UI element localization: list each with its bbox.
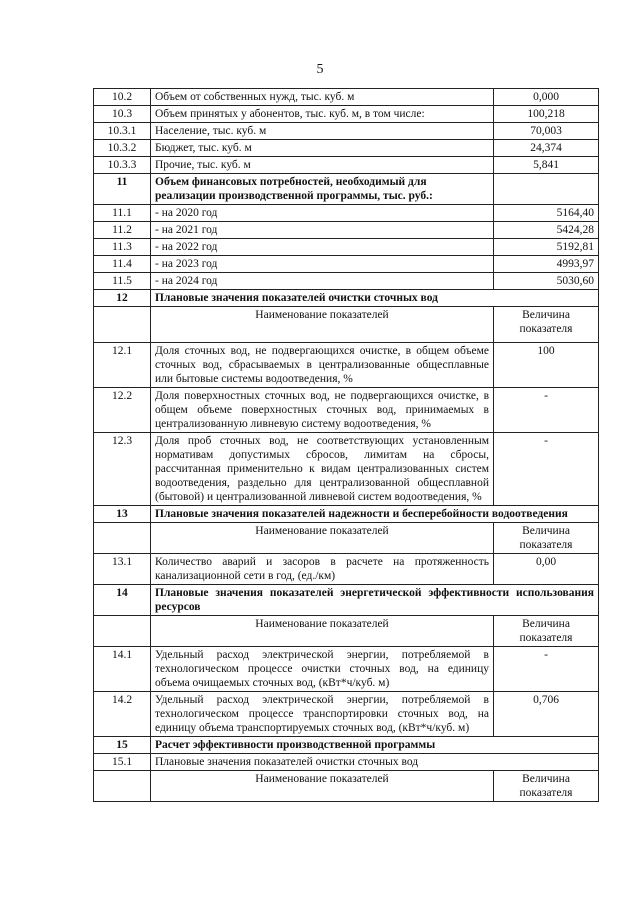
- section-title: Плановые значения показателей очистки сточных вод: [151, 290, 599, 307]
- row-value: 5030,60: [494, 273, 599, 290]
- section-title: Плановые значения показателей надежности и бесперебойности водоотведения: [151, 506, 599, 523]
- row-value: -: [494, 647, 599, 692]
- row-value: 0,000: [494, 89, 599, 106]
- table-row: [94, 692, 599, 737]
- table-row: [94, 89, 599, 106]
- empty-cell: [94, 523, 151, 554]
- row-text: Объем принятых у абонентов, тыс. куб. м, в том числе:: [151, 106, 494, 123]
- table-row: [94, 106, 599, 123]
- empty-cell: [94, 616, 151, 647]
- row-number: 12.3: [94, 433, 151, 506]
- header-row: [94, 307, 599, 343]
- table-row: [94, 157, 599, 174]
- row-text: - на 2023 год: [151, 256, 494, 273]
- row-number: 10.3.1: [94, 123, 151, 140]
- row-number: 11.5: [94, 273, 151, 290]
- row-value: 5,841: [494, 157, 599, 174]
- row-text: Доля сточных вод, не подвергающихся очистке, в общем объеме сточных вод, сбрасываемых в централизованные общесплавные или бытовые системы водоотведения, %: [151, 343, 494, 388]
- row-value: 24,374: [494, 140, 599, 157]
- section-row: [94, 290, 599, 307]
- row-text: - на 2020 год: [151, 205, 494, 222]
- row-value: 0,00: [494, 554, 599, 585]
- section-row: [94, 737, 599, 754]
- section-row: [94, 174, 599, 205]
- table-row: [94, 140, 599, 157]
- row-number: 12.2: [94, 388, 151, 433]
- row-value: 5192,81: [494, 239, 599, 256]
- page-number: 5: [316, 62, 324, 77]
- section-title: Плановые значения показателей энергетической эффективности использования ресурсов: [151, 585, 599, 616]
- row-value: 5424,28: [494, 222, 599, 239]
- table-row: [94, 239, 599, 256]
- empty-cell: [94, 771, 151, 802]
- row-text: Удельный расход электрической энергии, потребляемой в технологическом процессе транспортировки сточных вод, на единицу объема транспортируемых сточных вод, (кВт*ч/куб. м): [151, 692, 494, 737]
- header-row: [94, 771, 599, 802]
- row-number: 14.1: [94, 647, 151, 692]
- row-number: 10.3: [94, 106, 151, 123]
- table-row: [94, 273, 599, 290]
- section-number: 12: [94, 290, 151, 307]
- row-value: 4993,97: [494, 256, 599, 273]
- table-row: [94, 647, 599, 692]
- section-row: [94, 506, 599, 523]
- row-number: 12.1: [94, 343, 151, 388]
- row-value: 100,218: [494, 106, 599, 123]
- row-text: Плановые значения показателей очистки сточных вод: [151, 754, 599, 771]
- row-value: 100: [494, 343, 599, 388]
- empty-cell: [94, 307, 151, 343]
- header-value: Величина показателя: [494, 307, 599, 343]
- row-number: 10.2: [94, 89, 151, 106]
- section-row: [94, 585, 599, 616]
- table-row: [94, 222, 599, 239]
- row-text: Доля поверхностных сточных вод, не подвергающихся очистке, в общем объеме поверхностных сточных вод, принимаемых в централизованную ливневую систему водоотведения, %: [151, 388, 494, 433]
- section-number: 15: [94, 737, 151, 754]
- row-value: -: [494, 388, 599, 433]
- header-value: Величина показателя: [494, 523, 599, 554]
- row-text: Количество аварий и засоров в расчете на протяженность канализационной сети в год, (ед./км): [151, 554, 494, 585]
- row-text: - на 2024 год: [151, 273, 494, 290]
- header-row: [94, 616, 599, 647]
- row-text: Прочие, тыс. куб. м: [151, 157, 494, 174]
- row-text: Бюджет, тыс. куб. м: [151, 140, 494, 157]
- row-number: 10.3.2: [94, 140, 151, 157]
- empty-cell: [494, 174, 599, 205]
- row-number: 11.4: [94, 256, 151, 273]
- row-number: 11.3: [94, 239, 151, 256]
- row-number: 11.2: [94, 222, 151, 239]
- row-text: Объем от собственных нужд, тыс. куб. м: [151, 89, 494, 106]
- section-number: 14: [94, 585, 151, 616]
- row-number: 10.3.3: [94, 157, 151, 174]
- table-row: [94, 343, 599, 388]
- row-text: - на 2022 год: [151, 239, 494, 256]
- table-row: [94, 433, 599, 506]
- row-text: - на 2021 год: [151, 222, 494, 239]
- row-text: Доля проб сточных вод, не соответствующих установленным нормативам допустимых сбросов, лимитам на сбросы, рассчитанная применительно к видам централизованных систем водоотведения, раздельно для централизованной общесплавной (бытовой) и централизованной ливневой систем водоотведения, %: [151, 433, 494, 506]
- header-row: [94, 523, 599, 554]
- header-name: Наименование показателей: [151, 307, 494, 343]
- section-title: Объем финансовых потребностей, необходимый для реализации производственной программы, тыс. руб.:: [151, 174, 494, 205]
- table-row: [94, 388, 599, 433]
- table-row: [94, 554, 599, 585]
- row-number: 15.1: [94, 754, 151, 771]
- indicators-table: [93, 88, 599, 802]
- header-name: Наименование показателей: [151, 771, 494, 802]
- header-value: Величина показателя: [494, 771, 599, 802]
- table-row: [94, 205, 599, 222]
- section-title: Расчет эффективности производственной программы: [151, 737, 599, 754]
- table-row: [94, 123, 599, 140]
- header-name: Наименование показателей: [151, 523, 494, 554]
- row-value: 5164,40: [494, 205, 599, 222]
- row-text: Население, тыс. куб. м: [151, 123, 494, 140]
- header-name: Наименование показателей: [151, 616, 494, 647]
- table-row: [94, 256, 599, 273]
- header-value: Величина показателя: [494, 616, 599, 647]
- row-number: 14.2: [94, 692, 151, 737]
- table-row: [94, 754, 599, 771]
- section-number: 13: [94, 506, 151, 523]
- row-number: 11.1: [94, 205, 151, 222]
- row-value: 0,706: [494, 692, 599, 737]
- row-value: 70,003: [494, 123, 599, 140]
- row-text: Удельный расход электрической энергии, потребляемой в технологическом процессе очистки сточных вод, на единицу объема очищаемых сточных вод, (кВт*ч/куб. м): [151, 647, 494, 692]
- row-value: -: [494, 433, 599, 506]
- section-number: 11: [94, 174, 151, 205]
- row-number: 13.1: [94, 554, 151, 585]
